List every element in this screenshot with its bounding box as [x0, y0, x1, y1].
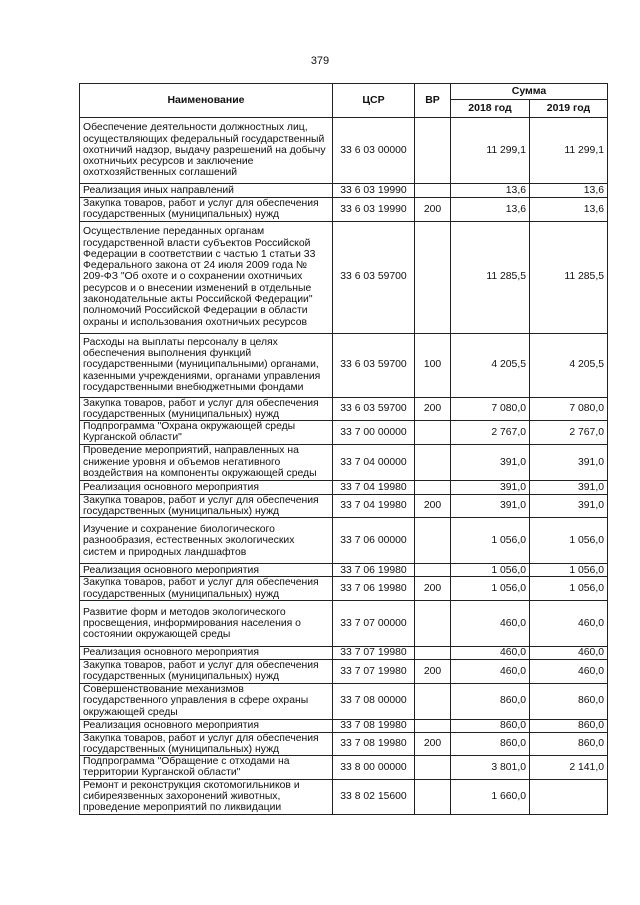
row-name: Подпрограмма "Охрана окружающей среды Курганской области"	[80, 421, 333, 445]
row-vr	[415, 719, 451, 732]
row-sum-2018: 1 660,0	[451, 779, 530, 814]
row-sum-2018: 7 080,0	[451, 397, 530, 421]
row-sum-2018: 1 056,0	[451, 564, 530, 577]
row-name: Изучение и сохранение биологического разнообразия, естественных экологических систем и природных ландшафтов	[80, 518, 333, 564]
row-vr	[415, 480, 451, 494]
row-sum-2018: 13,6	[451, 198, 530, 222]
table-row	[80, 444, 608, 480]
table-row	[80, 184, 608, 198]
row-sum-2019: 391,0	[530, 480, 608, 494]
row-vr	[415, 518, 451, 564]
row-vr	[415, 564, 451, 577]
row-csr: 33 7 04 00000	[333, 444, 415, 480]
row-sum-2018: 391,0	[451, 494, 530, 518]
row-sum-2019: 860,0	[530, 719, 608, 732]
table-row	[80, 333, 608, 397]
row-vr	[415, 118, 451, 184]
row-sum-2018: 2 767,0	[451, 421, 530, 445]
row-name: Закупка товаров, работ и услуг для обеспечения государственных (муниципальных) нужд	[80, 659, 333, 683]
row-name: Расходы на выплаты персоналу в целях обеспечения выполнения функций государственными (муниципальными) органами, казенными учреждениями, органами управления государственными внебюджетными фондами	[80, 333, 333, 397]
row-sum-2018: 13,6	[451, 184, 530, 198]
row-sum-2019: 4 205,5	[530, 333, 608, 397]
row-csr: 33 6 03 00000	[333, 118, 415, 184]
table-row	[80, 600, 608, 646]
row-sum-2018: 860,0	[451, 719, 530, 732]
row-name: Закупка товаров, работ и услуг для обеспечения государственных (муниципальных) нужд	[80, 577, 333, 601]
row-csr: 33 7 04 19980	[333, 480, 415, 494]
table-row	[80, 732, 608, 756]
row-vr: 200	[415, 198, 451, 222]
row-sum-2019	[530, 779, 608, 814]
row-sum-2019: 391,0	[530, 494, 608, 518]
table-row	[80, 756, 608, 780]
row-sum-2019: 7 080,0	[530, 397, 608, 421]
row-sum-2018: 1 056,0	[451, 518, 530, 564]
table-row	[80, 221, 608, 333]
row-vr: 200	[415, 732, 451, 756]
header-name: Наименование	[80, 84, 333, 118]
table-row	[80, 577, 608, 601]
row-name: Закупка товаров, работ и услуг для обеспечения государственных (муниципальных) нужд	[80, 732, 333, 756]
row-csr: 33 7 08 19980	[333, 732, 415, 756]
table-row	[80, 198, 608, 222]
row-sum-2018: 860,0	[451, 732, 530, 756]
row-name: Реализация иных направлений	[80, 184, 333, 198]
row-vr	[415, 756, 451, 780]
header-year-2019: 2019 год	[530, 100, 608, 118]
row-sum-2018: 1 056,0	[451, 577, 530, 601]
row-name: Совершенствование механизмов государственного управления в сфере охраны окружающей среды	[80, 683, 333, 719]
row-csr: 33 7 07 19980	[333, 659, 415, 683]
row-vr	[415, 646, 451, 659]
row-sum-2019: 460,0	[530, 659, 608, 683]
row-csr: 33 6 03 59700	[333, 221, 415, 333]
table-row	[80, 646, 608, 659]
row-csr: 33 8 02 15600	[333, 779, 415, 814]
row-name: Развитие форм и методов экологического просвещения, информирования населения о состоянии окружающей среды	[80, 600, 333, 646]
row-csr: 33 6 03 19990	[333, 198, 415, 222]
row-name: Обеспечение деятельности должностных лиц, осуществляющих федеральный государственный охотничий надзор, выдачу разрешений на добычу охотничьих ресурсов и заключение охотхозяйственных соглашений	[80, 118, 333, 184]
row-sum-2019: 1 056,0	[530, 577, 608, 601]
table-row	[80, 564, 608, 577]
budget-table	[79, 83, 608, 815]
row-csr: 33 8 00 00000	[333, 756, 415, 780]
row-csr: 33 7 08 00000	[333, 683, 415, 719]
table-row	[80, 397, 608, 421]
row-sum-2019: 460,0	[530, 600, 608, 646]
row-csr: 33 7 04 19980	[333, 494, 415, 518]
header-year-2018: 2018 год	[451, 100, 530, 118]
row-vr	[415, 779, 451, 814]
row-vr: 200	[415, 659, 451, 683]
table-body	[80, 118, 608, 815]
row-sum-2019: 391,0	[530, 444, 608, 480]
row-vr	[415, 221, 451, 333]
row-vr: 200	[415, 577, 451, 601]
row-csr: 33 6 03 59700	[333, 333, 415, 397]
row-csr: 33 7 08 19980	[333, 719, 415, 732]
row-vr	[415, 683, 451, 719]
table-row	[80, 779, 608, 814]
row-name: Закупка товаров, работ и услуг для обеспечения государственных (муниципальных) нужд	[80, 494, 333, 518]
row-sum-2018: 391,0	[451, 444, 530, 480]
row-sum-2019: 11 285,5	[530, 221, 608, 333]
table-row	[80, 480, 608, 494]
row-csr: 33 7 00 00000	[333, 421, 415, 445]
header-sum: Сумма	[451, 84, 608, 100]
row-csr: 33 7 06 19980	[333, 577, 415, 601]
row-vr	[415, 444, 451, 480]
row-sum-2018: 3 801,0	[451, 756, 530, 780]
row-name: Подпрограмма "Обращение с отходами на территории Курганской области"	[80, 756, 333, 780]
table-row	[80, 659, 608, 683]
row-name: Закупка товаров, работ и услуг для обеспечения государственных (муниципальных) нужд	[80, 397, 333, 421]
row-vr	[415, 421, 451, 445]
row-vr: 100	[415, 333, 451, 397]
row-csr: 33 6 03 19990	[333, 184, 415, 198]
row-csr: 33 7 07 00000	[333, 600, 415, 646]
row-vr	[415, 184, 451, 198]
row-name: Закупка товаров, работ и услуг для обеспечения государственных (муниципальных) нужд	[80, 198, 333, 222]
table-row	[80, 683, 608, 719]
row-vr: 200	[415, 494, 451, 518]
table-row	[80, 421, 608, 445]
row-sum-2019: 1 056,0	[530, 518, 608, 564]
row-name: Реализация основного мероприятия	[80, 646, 333, 659]
row-name: Осуществление переданных органам государственной власти субъектов Российской Федерации в соответствии с частью 1 статьи 33 Федерального закона от 24 июля 2009 года № 209-ФЗ "Об охоте и о сохранении охотничьих ресурсов и о внесении изменений в отдельные законодательные акты Российской Федерации" полномочий Российской Федерации в области охраны и использования охотничьих ресурсов	[80, 221, 333, 333]
row-csr: 33 7 06 00000	[333, 518, 415, 564]
row-sum-2019: 460,0	[530, 646, 608, 659]
row-sum-2018: 11 285,5	[451, 221, 530, 333]
row-sum-2019: 860,0	[530, 732, 608, 756]
row-sum-2019: 860,0	[530, 683, 608, 719]
row-sum-2019: 13,6	[530, 198, 608, 222]
row-sum-2018: 11 299,1	[451, 118, 530, 184]
row-sum-2019: 13,6	[530, 184, 608, 198]
row-sum-2018: 460,0	[451, 600, 530, 646]
row-sum-2018: 460,0	[451, 646, 530, 659]
row-vr	[415, 600, 451, 646]
row-csr: 33 6 03 59700	[333, 397, 415, 421]
page-number: 379	[310, 55, 330, 67]
table-row	[80, 719, 608, 732]
table-row	[80, 518, 608, 564]
row-sum-2019: 2 141,0	[530, 756, 608, 780]
row-name: Реализация основного мероприятия	[80, 480, 333, 494]
row-name: Ремонт и реконструкция скотомогильников и сибиреязвенных захоронений животных, проведение мероприятий по ликвидации	[80, 779, 333, 814]
row-name: Проведение мероприятий, направленных на снижение уровня и объемов негативного воздействия на компоненты окружающей среды	[80, 444, 333, 480]
row-csr: 33 7 06 19980	[333, 564, 415, 577]
header-csr: ЦСР	[333, 84, 415, 118]
row-sum-2018: 860,0	[451, 683, 530, 719]
row-name: Реализация основного мероприятия	[80, 564, 333, 577]
row-sum-2019: 2 767,0	[530, 421, 608, 445]
row-name: Реализация основного мероприятия	[80, 719, 333, 732]
row-sum-2019: 1 056,0	[530, 564, 608, 577]
table-row	[80, 118, 608, 184]
row-sum-2018: 460,0	[451, 659, 530, 683]
row-sum-2018: 391,0	[451, 480, 530, 494]
row-csr: 33 7 07 19980	[333, 646, 415, 659]
row-vr: 200	[415, 397, 451, 421]
table-row	[80, 494, 608, 518]
header-vr: ВР	[415, 84, 451, 118]
row-sum-2018: 4 205,5	[451, 333, 530, 397]
row-sum-2019: 11 299,1	[530, 118, 608, 184]
